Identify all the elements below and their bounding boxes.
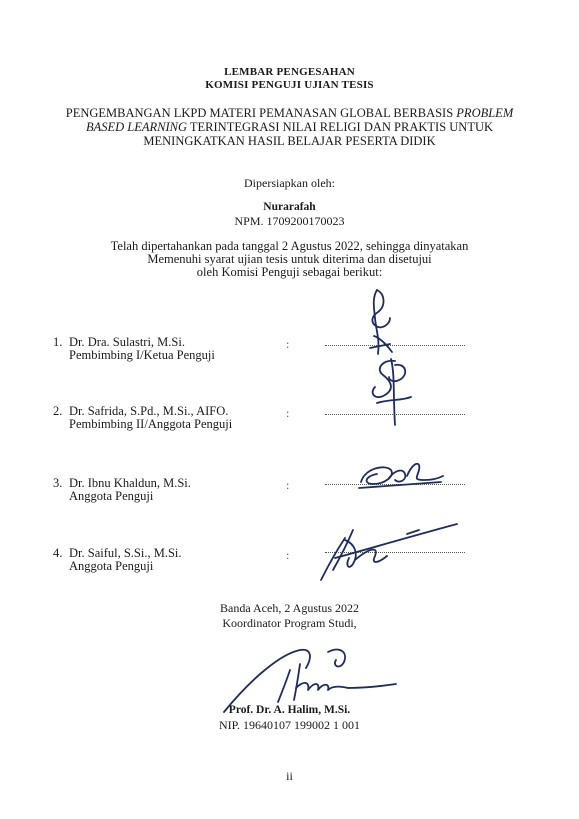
examiner-colon: : — [286, 337, 290, 351]
signature-examiner-4 — [315, 520, 460, 585]
examiner-role: Pembimbing II/Anggota Penguji — [69, 417, 233, 431]
examiner-colon: : — [286, 548, 290, 562]
examiner-colon: : — [286, 478, 290, 492]
examiner-role: Anggota Penguji — [69, 559, 154, 573]
statement-line1: Telah dipertahankan pada tanggal 2 Agustus 2022, sehingga dinyatakan — [110, 239, 469, 253]
thesis-title-line3: MENINGKATKAN HASIL BELAJAR PESERTA DIDIK — [143, 134, 436, 148]
closing-place-date: Banda Aceh, 2 Agustus 2022 — [220, 601, 359, 615]
thesis-title-line2 — [0, 120, 579, 134]
author-name: Nurarafah — [263, 201, 316, 213]
signature-examiner-1 — [360, 288, 400, 358]
thesis-title-line2-plain: TERINTEGRASI NILAI RELIGI DAN PRAKTIS UNTUK — [187, 120, 494, 134]
closing-position: Koordinator Program Studi, — [222, 616, 357, 630]
thesis-title-line2-italic: BASED LEARNING — [85, 120, 188, 134]
heading-line1: LEMBAR PENGESAHAN — [224, 66, 355, 78]
examiner-colon: : — [286, 406, 290, 420]
coordinator-name: Prof. Dr. A. Halim, M.Si. — [228, 704, 351, 716]
examiner-row-3 — [0, 476, 579, 516]
examiner-number: 1. — [53, 335, 63, 349]
prepared-by-label: Dipersiapkan oleh: — [244, 176, 335, 190]
heading-line2: KOMISI PENGUJI UJIAN TESIS — [205, 79, 374, 91]
statement-line2: Memenuhi syarat ujian tesis untuk diterima dan disetujui — [147, 252, 432, 266]
author-npm: NPM. 1709200170023 — [234, 214, 345, 228]
statement-line3: oleh Komisi Penguji sebagai berikut: — [196, 265, 383, 279]
examiner-role: Pembimbing I/Ketua Penguji — [69, 348, 215, 362]
examiner-row-1 — [0, 335, 579, 375]
examiner-number: 2. — [53, 404, 63, 418]
thesis-title-line1-italic: PROBLEM — [456, 106, 514, 120]
examiner-number: 3. — [53, 476, 63, 490]
examiner-row-4 — [0, 546, 579, 586]
examiner-name: Dr. Dra. Sulastri, M.Si. — [69, 335, 185, 349]
page-number: ii — [286, 769, 293, 783]
examiner-name: Dr. Saiful, S.Si., M.Si. — [69, 546, 182, 560]
examiner-name: Dr. Safrida, S.Pd., M.Si., AIFO. — [69, 404, 229, 418]
thesis-title-line1 — [0, 106, 579, 120]
examiner-role: Anggota Penguji — [69, 489, 154, 503]
thesis-title-line1-plain: PENGEMBANGAN LKPD MATERI PEMANASAN GLOBAL BERBASIS — [65, 106, 457, 120]
examiner-name: Dr. Ibnu Khaldun, M.Si. — [69, 476, 191, 490]
signature-examiner-3 — [355, 456, 445, 496]
coordinator-nip: NIP. 19640107 199002 1 001 — [218, 718, 360, 732]
examiner-row-2 — [0, 404, 579, 444]
signature-examiner-2 — [365, 355, 415, 430]
examiner-number: 4. — [53, 546, 63, 560]
